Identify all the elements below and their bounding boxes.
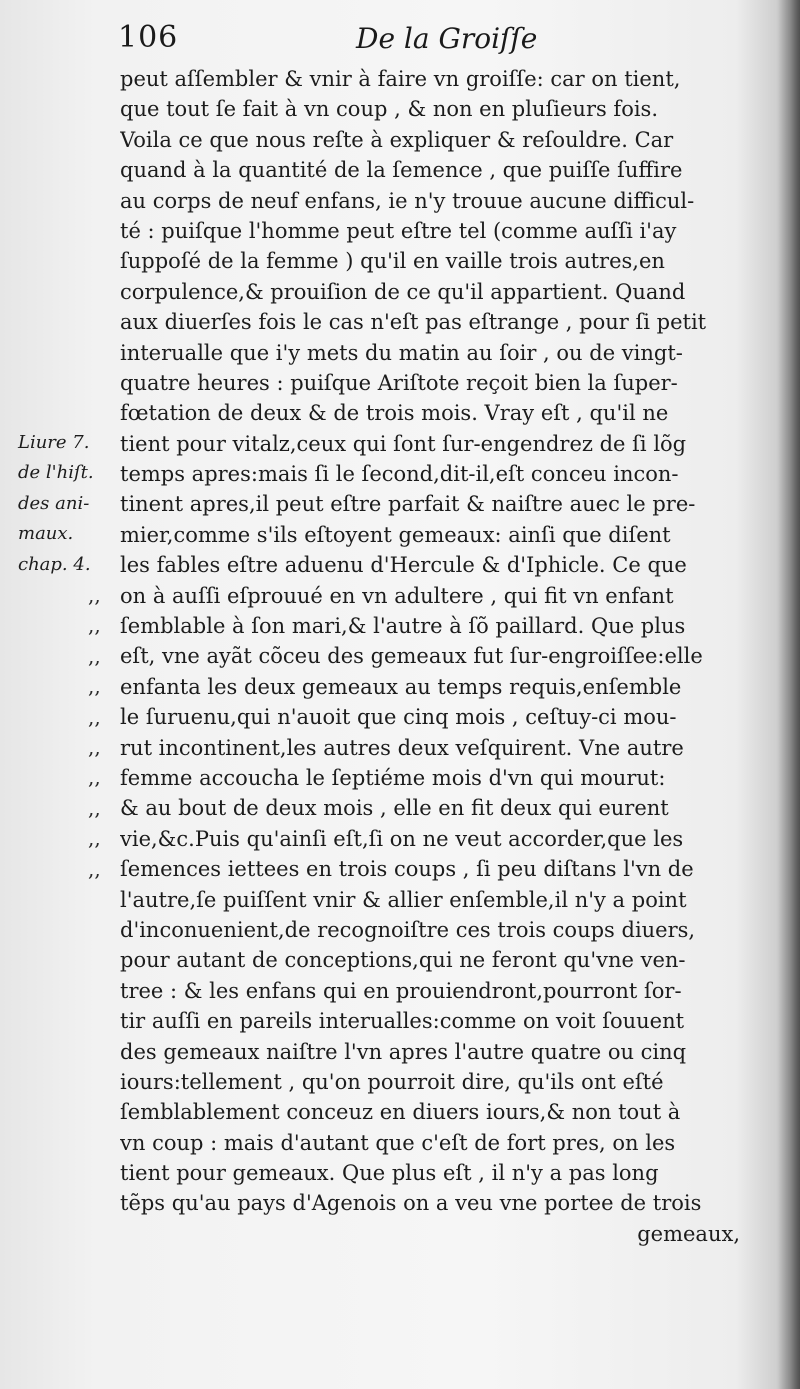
text-line: eſt, vne ayãt cõceu des gemeaux fut ſur-engroiſſee:elle: [120, 644, 703, 669]
text-line: & au bout de deux mois , elle en fit deux qui eurent: [120, 796, 669, 821]
quotation-mark: ,,: [88, 734, 101, 759]
text-line: les fables eſtre aduenu d'Hercule & d'Iphicle. Ce que: [120, 553, 687, 578]
text-line: le ſuruenu,qui n'auoit que cinq mois , ceſtuy-ci mou-: [120, 705, 677, 730]
quotation-mark: ,,: [88, 795, 101, 820]
running-head: De la Groiſſe: [356, 22, 538, 55]
text-line: tẽps qu'au pays d'Agenois on a veu vne portee de trois: [120, 1191, 702, 1216]
text-line: corpulence,& prouiſion de ce qu'il appartient. Quand: [120, 279, 686, 304]
page-header: [118, 20, 768, 70]
text-line: vie,&c.Puis qu'ainſi eſt,ſi on ne veut accorder,que les: [120, 826, 684, 851]
margin-note: [18, 428, 118, 580]
text-line: au corps de neuf enfans, ie n'y trouue aucune difficul-: [120, 188, 695, 213]
quotation-mark: ,,: [88, 613, 101, 638]
quotation-mark: ,,: [88, 856, 101, 881]
quotation-mark: ,,: [88, 674, 101, 699]
text-line: on à auſſi eſprouué en vn adultere , qui fit vn enfant: [120, 583, 674, 608]
text-line: temps apres:mais ſi le ſecond,dit-il,eſt conceu incon-: [120, 462, 679, 487]
text-line: aux diuerſes fois le cas n'eſt pas eſtrange , pour ſi petit: [120, 310, 707, 335]
text-line: rut incontinent,les autres deux veſquirent. Vne autre: [120, 735, 684, 760]
text-line: enfanta les deux gemeaux au temps requis,enſemble: [120, 674, 682, 699]
page-gutter-shadow: [778, 0, 800, 1389]
quotation-mark: ,,: [88, 643, 101, 668]
text-line: des gemeaux naiſtre l'vn apres l'autre quatre ou cinq: [120, 1039, 687, 1064]
text-line: tir auſſi en pareils interualles:comme on voit ſouuent: [120, 1009, 685, 1034]
margin-note-line: maux.: [18, 523, 74, 545]
text-line: pour autant de conceptions,qui ne feront qu'vne ven-: [120, 948, 686, 973]
text-line: tinent apres,il peut eſtre parfait & naiſtre auec le pre-: [120, 492, 696, 517]
text-line: iours:tellement , qu'on pourroit dire, qu'ils ont eſté: [120, 1069, 664, 1094]
text-line: interualle que i'y mets du matin au ſoir , ou de vingt-: [120, 340, 683, 365]
quotation-mark: ,,: [88, 826, 101, 851]
text-line: tree : & les enfans qui en prouiendront,pourront ſor-: [120, 978, 682, 1003]
text-line: Voila ce que nous reſte à expliquer & reſouldre. Car: [120, 127, 674, 152]
text-line: quand à la quantité de la ſemence , que puiſſe ſuffire: [120, 158, 683, 183]
text-line: vn coup : mais d'autant que c'eſt de fort pres, on les: [120, 1130, 676, 1155]
text-line: ſemblable à ſon mari,& l'autre à ſõ paillard. Que plus: [120, 614, 686, 639]
text-line: ſemblablement conceuz en diuers iours,& non tout à: [120, 1100, 681, 1125]
quotation-mark: ,,: [88, 765, 101, 790]
text-line: fœtation de deux & de trois mois. Vray eſt , qu'il ne: [120, 401, 669, 426]
text-line: femme accoucha le ſeptiéme mois d'vn qui mourut:: [120, 765, 666, 790]
margin-note-line: chap. 4.: [18, 553, 91, 575]
text-line: mier,comme s'ils eſtoyent gemeaux: ainſi que diſent: [120, 522, 671, 547]
margin-note-line: de l'hiſt.: [18, 462, 94, 484]
text-line: tient pour vitalz,ceux qui ſont ſur-engendrez de ſi lõg: [120, 431, 687, 456]
page-number: 106: [118, 20, 179, 55]
text-line: l'autre,ſe puiſſent vnir & allier enſemble,il n'y a point: [120, 887, 687, 912]
text-line: ſuppoſé de la femme ) qu'il en vaille trois autres,en: [120, 249, 665, 274]
body-text: [120, 64, 770, 1249]
text-line: peut aſſembler & vnir à faire vn groiſſe: car on tient,: [120, 67, 681, 91]
quotation-marks-column: [88, 580, 118, 884]
catchword-line: gemeaux,: [637, 1221, 740, 1246]
text-line: té : puiſque l'homme peut eſtre tel (comme auſſi i'ay: [120, 218, 677, 243]
quotation-mark: ,,: [88, 583, 101, 607]
margin-note-line: Liure 7.: [18, 432, 90, 453]
margin-note-line: des ani-: [18, 492, 90, 514]
quotation-mark: ,,: [88, 704, 101, 729]
text-line: que tout ſe fait à vn coup , & non en pluſieurs fois.: [120, 97, 659, 122]
text-line: tient pour gemeaux. Que plus eſt , il n'y a pas long: [120, 1161, 659, 1186]
text-line: d'inconuenient,de recognoiſtre ces trois coups diuers,: [120, 917, 696, 942]
text-line: quatre heures : puiſque Ariſtote reçoit bien la ſuper-: [120, 370, 678, 395]
text-line: ſemences iettees en trois coups , ſi peu diſtans l'vn de: [120, 857, 694, 882]
